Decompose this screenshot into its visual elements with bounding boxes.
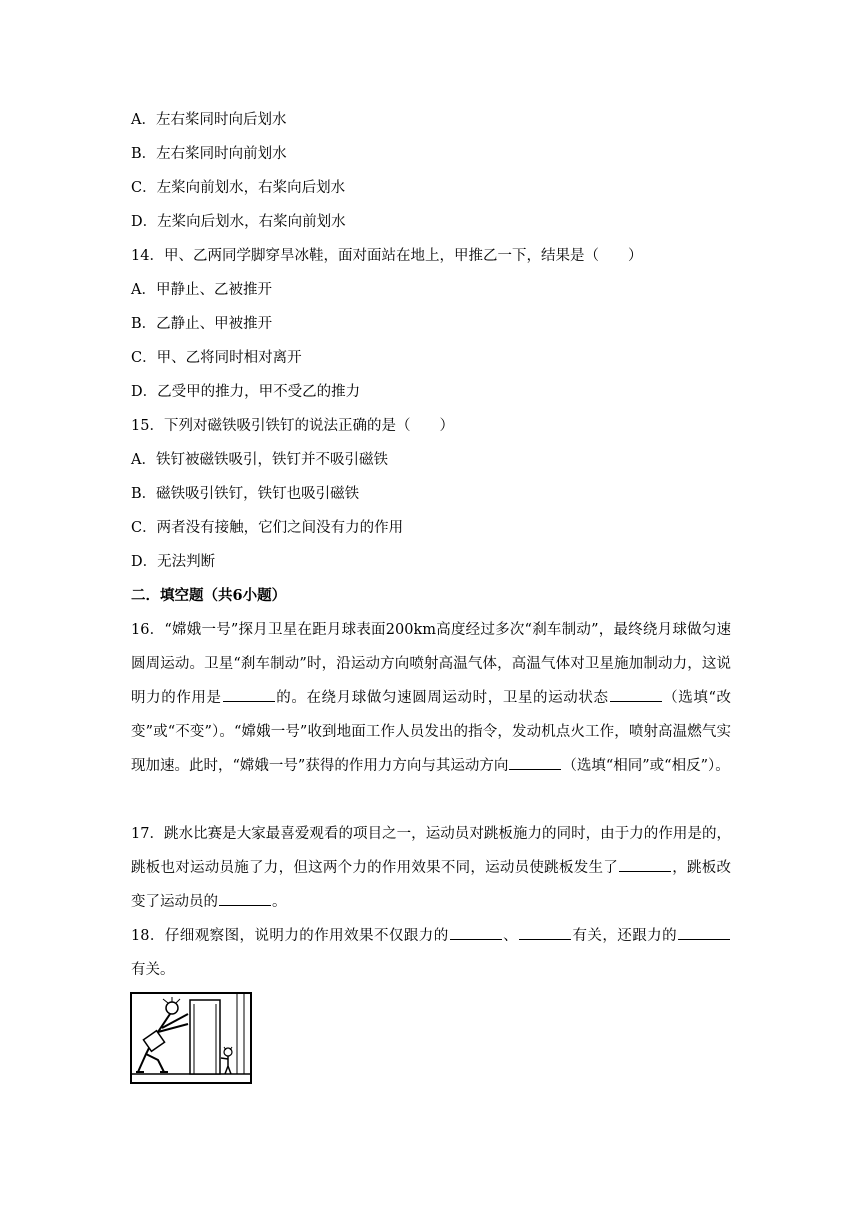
- q16-blank-2[interactable]: [610, 687, 662, 702]
- q13-option-a: A．左右桨同时向后划水: [131, 112, 287, 128]
- q16-blank-1[interactable]: [223, 687, 275, 702]
- q14-option-a: A．甲静止、乙被推开: [131, 282, 272, 298]
- q18-text-2: 、: [502, 928, 519, 944]
- q15-option-c: C．两者没有接触，它们之间没有力的作用: [131, 520, 404, 536]
- q18-text-4: 有关。: [131, 962, 175, 978]
- q14-stem: 14．甲、乙两同学脚穿旱冰鞋，面对面站在地上，甲推乙一下，结果是（ ）: [131, 248, 643, 264]
- q15-stem: 15．下列对磁铁吸引铁钉的说法正确的是（ ）: [131, 418, 454, 434]
- q16-text-2: 的。在绕月球做匀速圆周运动时，卫星的运动状态: [275, 690, 609, 706]
- q17-blank-2[interactable]: [219, 891, 271, 906]
- q17-paragraph: [131, 817, 731, 919]
- q16-text-4: （选填“相同”或“相反”）。: [562, 758, 730, 774]
- q18-blank-1[interactable]: [450, 925, 502, 940]
- door-pushing-illustration: [132, 994, 250, 1082]
- q17-blank-1[interactable]: [619, 857, 671, 872]
- q13-option-c: C．左桨向前划水，右桨向后划水: [131, 180, 346, 196]
- q18-blank-2[interactable]: [519, 925, 571, 940]
- q15-option-d: D．无法判断: [131, 554, 216, 570]
- q15-option-b: B．磁铁吸引铁钉，铁钉也吸引磁铁: [131, 486, 360, 502]
- q15-option-a: A．铁钉被磁铁吸引，铁钉并不吸引磁铁: [131, 452, 388, 468]
- q18-text-3: 有关，还跟力的: [572, 928, 678, 944]
- q17-text-2: ，跳板改变了运动员的: [131, 860, 732, 910]
- q16-text-1: 16．“嫦娥一号”探月卫星在距月球表面200km高度经过多次“刹车制动”，最终绕月球做匀速圆周运动。卫星“刹车制动”时，沿运动方向喷射高温气体，高温气体对卫星施加制动力，这说明力的作用是: [131, 622, 731, 706]
- q16-blank-3[interactable]: [509, 755, 561, 770]
- q13-option-d: D．左桨向后划水，右桨向前划水: [131, 214, 346, 230]
- q14-option-b: B．乙静止、甲被推开: [131, 316, 273, 332]
- section-heading: 二．填空题（共6小题）: [131, 587, 287, 604]
- q17-text-3: 。: [272, 894, 287, 910]
- q18-paragraph: [131, 919, 731, 987]
- q14-option-d: D．乙受甲的推力，甲不受乙的推力: [131, 384, 361, 400]
- q17-text-1: 17．跳水比赛是大家最喜爱观看的项目之一，运动员对跳板施力的同时，由于力的作用是的，跳板也对运动员施了力，但这两个力的作用效果不同，运动员使跳板发生了: [131, 826, 731, 876]
- q18-blank-3[interactable]: [678, 925, 730, 940]
- q16-paragraph: [131, 613, 731, 783]
- q13-option-b: B．左右桨同时向前划水: [131, 146, 287, 162]
- q18-text-1: 18．仔细观察图，说明力的作用效果不仅跟力的: [131, 928, 449, 944]
- q14-option-c: C．甲、乙将同时相对离开: [131, 350, 302, 366]
- q16-text-3: （选填“改变”或“不变”）。“嫦娥一号”收到地面工作人员发出的指令，发动机点火工作，喷射高温燃气实现加速。此时，“嫦娥一号”获得的作用力方向与其运动方向: [131, 690, 732, 774]
- door-pushing-figure: [130, 992, 252, 1084]
